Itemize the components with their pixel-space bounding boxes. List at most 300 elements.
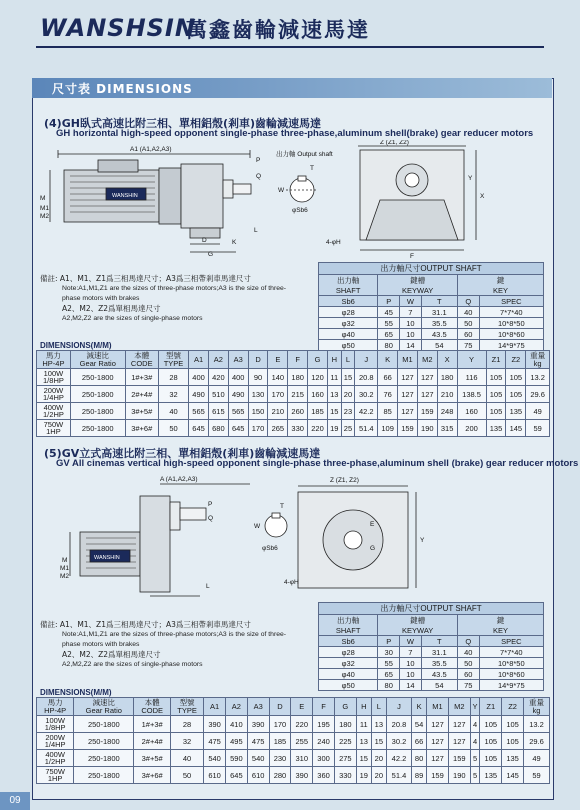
gv-dims-cell: 127 (448, 716, 470, 733)
gv-dims-cell: 15 (356, 750, 371, 767)
gh-dims-cell: 28 (158, 369, 188, 386)
gv-label-e: E (370, 521, 375, 528)
gh-label-m: M (40, 195, 46, 202)
gh-dims-header: L (341, 351, 355, 369)
gh-dims-cell: 248 (437, 403, 457, 420)
gh-dims-cell: 565 (189, 403, 209, 420)
gv-shaft-cell: 30 (378, 647, 400, 658)
gv-dims-cell: 135 (480, 767, 502, 784)
gv-dims-cell: 280 (269, 767, 291, 784)
gv-label-w: W (254, 523, 261, 530)
gv-shaft-cell: 31.1 (421, 647, 457, 658)
gv-dims-cell: 127 (427, 733, 449, 750)
gh-shaft-subheader: Q (457, 296, 479, 307)
gh-label-t: T (310, 165, 314, 172)
gh-label-phi-h: 4-φH (326, 239, 341, 246)
gv-shaft-table (318, 602, 544, 691)
gh-title-cn: (4)GH臥式高速比附三相、單相鋁殼(剎車)齒輪減速馬達 (44, 117, 321, 130)
gh-dims-cell: 180 (437, 369, 457, 386)
gv-dims-cell: 159 (427, 767, 449, 784)
table-row (37, 716, 550, 733)
gv-dims-cell: 100W 1/8HP (37, 716, 74, 733)
gv-dims-cell: 2#+4# (134, 733, 171, 750)
gh-shaft-cell: 80 (378, 340, 400, 351)
gh-shaft-cell: 14*9*75 (479, 340, 543, 351)
gh-shaft-cell: φ32 (319, 318, 378, 329)
gv-dims-cell: 390 (204, 716, 226, 733)
gv-dims-cell: 360 (313, 767, 335, 784)
gv-dims-cell: 4 (470, 733, 480, 750)
gh-dims-cell: 30.2 (355, 386, 378, 403)
gh-dims-header: G (308, 351, 328, 369)
gh-dims-cell: 250-1800 (70, 403, 125, 420)
gv-dims-header: M2 (448, 698, 470, 716)
gv-title-en: GV All cinemas vertical high-speed opponent single-phase three-phase,aluminum shell (brake) gear reducer motors (56, 458, 579, 469)
gv-shaft-cell: 54 (421, 680, 457, 691)
gv-dims-header: 型號 TYPE (170, 698, 203, 716)
gv-dims-cell: 80 (412, 750, 427, 767)
gh-label-z: Z (Z1, Z2) (380, 140, 409, 146)
gh-dims-cell: 565 (228, 403, 248, 420)
gh-shaft-cell: 55 (378, 318, 400, 329)
table-row (319, 340, 544, 351)
gh-dims-header: Z1 (486, 351, 506, 369)
gv-shaft-subheader: Sb6 (319, 636, 378, 647)
gv-dims-cell: 610 (247, 767, 269, 784)
gh-shaft-cell: 50 (457, 318, 479, 329)
gh-dims-cell: 200 (457, 420, 486, 437)
gv-dims-header: K (412, 698, 427, 716)
header-rule (36, 46, 544, 48)
gh-dims-header: H (327, 351, 341, 369)
gv-dims-cell: 127 (448, 733, 470, 750)
gh-dims-cell: 490 (228, 386, 248, 403)
gh-dims-cell: 66 (378, 369, 398, 386)
gv-dims-cell: 255 (291, 733, 313, 750)
gv-dims-cell: 300 (313, 750, 335, 767)
gv-label-m: M (62, 557, 68, 564)
gh-dims-cell: 645 (228, 420, 248, 437)
header (0, 0, 580, 56)
gv-dims-cell: 275 (334, 750, 356, 767)
gv-dims-header: Y (470, 698, 480, 716)
gh-dims-cell: 105 (486, 369, 506, 386)
gh-dims-cell: 420 (208, 369, 228, 386)
gv-dims-cell: 4 (470, 716, 480, 733)
gv-dims-cell: 13 (371, 716, 386, 733)
gh-dims-cell: 1#+3# (125, 369, 158, 386)
gv-dims-cell: 475 (247, 733, 269, 750)
gh-dims-cell: 11 (327, 369, 341, 386)
gv-shaft-h-shaft: 出力軸 SHAFT (319, 615, 378, 636)
gh-shaft-caption: 出力軸尺寸OUTPUT SHAFT (319, 263, 544, 275)
gv-dims-header: Z1 (480, 698, 502, 716)
gv-dims-cell: 250-1800 (74, 716, 134, 733)
gh-drawing (40, 140, 540, 258)
gh-dims-cell: 680 (208, 420, 228, 437)
gh-dims-cell: 130 (248, 386, 268, 403)
gh-dims-cell: 160 (308, 386, 328, 403)
gh-dims-cell: 170 (268, 386, 288, 403)
gh-shaft-subheader: T (421, 296, 457, 307)
gh-dims-header: F (288, 351, 308, 369)
gh-label-m1: M1 (40, 205, 50, 212)
gv-dims-cell: 540 (204, 750, 226, 767)
gv-dims-cell: 330 (334, 767, 356, 784)
gh-shaft-cell: 45 (378, 307, 400, 318)
gh-label-f: F (410, 253, 414, 258)
gv-label-l: L (206, 583, 210, 590)
gh-output-shaft-label: 出力軸 Output shaft (276, 151, 333, 158)
gv-shaft-cell: 55 (378, 658, 400, 669)
table-row (37, 767, 550, 784)
gh-dims-cell: 215 (288, 386, 308, 403)
gv-dims-cell: 49 (524, 750, 550, 767)
gh-dims-cell: 19 (327, 420, 341, 437)
gv-shaft-subheader: SPEC (479, 636, 543, 647)
gh-label-k: K (232, 239, 237, 246)
gh-dims-cell: 76 (378, 386, 398, 403)
gv-dims-cell: 590 (225, 750, 247, 767)
gh-dims-cell: 750W 1HP (37, 420, 71, 437)
gv-dims-header: E (291, 698, 313, 716)
gh-shaft-cell: 35.5 (421, 318, 457, 329)
gv-shaft-cell: 35.5 (421, 658, 457, 669)
gv-dims-cell: 5 (470, 767, 480, 784)
gv-drawing (40, 472, 540, 600)
gh-note1-cn: 備註: A1、M1、Z1爲三相馬達尺寸；A3爲三相帶剎車馬達尺寸 (40, 274, 251, 283)
gv-dims-cell: 20 (371, 750, 386, 767)
gh-dims-cell: 200W 1/4HP (37, 386, 71, 403)
gv-dims-cell: 475 (204, 733, 226, 750)
gh-dims-cell: 210 (437, 386, 457, 403)
gv-shaft-subheader: P (378, 636, 400, 647)
gh-dims-header: E (268, 351, 288, 369)
gv-dims-cell: 89 (412, 767, 427, 784)
gv-dims-cell: 645 (225, 767, 247, 784)
gh-shaft-cell: φ40 (319, 329, 378, 340)
gv-shaft-cell: 50 (457, 658, 479, 669)
gh-dims-cell: 150 (248, 403, 268, 420)
gh-dims-cell: 159 (417, 403, 437, 420)
gh-dims-cell: 135 (486, 420, 506, 437)
gv-dims-cell: 1#+3# (134, 716, 171, 733)
gh-shaft-cell: φ50 (319, 340, 378, 351)
gh-dims-cell: 645 (189, 420, 209, 437)
gh-dims-cell: 170 (248, 420, 268, 437)
gh-shaft-cell: 40 (457, 307, 479, 318)
gh-dims-cell: 40 (158, 403, 188, 420)
gv-shaft-cell: φ32 (319, 658, 378, 669)
gh-dims-header: Z2 (506, 351, 526, 369)
gv-dims-cell: 105 (480, 716, 502, 733)
gh-dims-cell: 29.6 (526, 386, 550, 403)
gh-dims-cell: 190 (417, 420, 437, 437)
gv-shaft-cell: φ28 (319, 647, 378, 658)
gh-dims-header: K (378, 351, 398, 369)
gv-dims-table (36, 697, 550, 784)
gv-shaft-subheader: Q (457, 636, 479, 647)
gv-dims-cell: 200W 1/4HP (37, 733, 74, 750)
gh-dims-label: DIMENSIONS(M/M) (40, 341, 112, 350)
gh-dims-table (36, 350, 550, 437)
gv-dims-cell: 15 (371, 733, 386, 750)
gv-note (40, 620, 292, 670)
gh-dims-cell: 159 (398, 420, 418, 437)
gv-shaft-cell: 10 (400, 669, 422, 680)
gv-motor-brand: WANSHIN (94, 555, 120, 561)
gv-dims-cell: 127 (427, 716, 449, 733)
section-bar (32, 78, 552, 98)
gv-shaft-cell: 75 (457, 680, 479, 691)
gv-shaft-cell: φ40 (319, 669, 378, 680)
gh-dims-cell: 220 (308, 420, 328, 437)
gh-dims-cell: 490 (189, 386, 209, 403)
gv-dims-cell: 51.4 (386, 767, 411, 784)
table-row (37, 369, 550, 386)
gv-title-cn: (5)GV立式高速比附三相、單相鋁殼(剎車)齒輪減速馬達 (44, 447, 321, 460)
gv-dims-cell: 750W 1HP (37, 767, 74, 784)
gh-shaft-cell: 31.1 (421, 307, 457, 318)
gv-dims-cell: 230 (269, 750, 291, 767)
gh-dims-cell: 100W 1/8HP (37, 369, 71, 386)
gv-shaft-cell: 7*7*40 (479, 647, 543, 658)
gh-dims-cell: 49 (526, 403, 550, 420)
table-row (319, 647, 544, 658)
gv-label-m1: M1 (60, 565, 70, 572)
gv-dims-cell: 240 (313, 733, 335, 750)
gv-shaft-cell: 80 (378, 680, 400, 691)
gh-dims-cell: 105 (486, 403, 506, 420)
gv-shaft-cell: 43.5 (421, 669, 457, 680)
gh-shaft-subheader: P (378, 296, 400, 307)
gh-dims-header: 型號 TYPE (158, 351, 188, 369)
gv-shaft-h-key: 鍵 KEY (457, 615, 543, 636)
gh-dims-cell: 145 (506, 420, 526, 437)
gv-dims-header: A3 (247, 698, 269, 716)
gh-dims-cell: 400 (189, 369, 209, 386)
gv-dims-cell: 390 (247, 716, 269, 733)
gv-dims-cell: 105 (502, 733, 524, 750)
gv-dims-cell: 170 (269, 716, 291, 733)
gv-top-dim-label: A (A1,A2,A3) (160, 476, 198, 483)
gh-dims-cell: 105 (506, 369, 526, 386)
gh-dims-header: Y (457, 351, 486, 369)
brand-logo: WANSHSIN (40, 14, 196, 42)
gv-dims-cell: 5 (470, 750, 480, 767)
gh-dims-cell: 2#+4# (125, 386, 158, 403)
gv-label-y: Y (420, 537, 425, 544)
gv-dims-cell: 105 (480, 750, 502, 767)
gv-note2-cn: A2、M2、Z2爲單相馬達尺寸 (62, 650, 161, 659)
gv-dims-cell: 3#+5# (134, 750, 171, 767)
gh-shaft-cell: 75 (457, 340, 479, 351)
gh-dims-cell: 127 (398, 403, 418, 420)
gv-shaft-cell: φ50 (319, 680, 378, 691)
gv-dims-cell: 135 (502, 750, 524, 767)
gh-dims-cell: 127 (398, 369, 418, 386)
gh-shaft-cell: 43.5 (421, 329, 457, 340)
gh-dims-cell: 59 (526, 420, 550, 437)
gv-dims-cell: 390 (291, 767, 313, 784)
gh-dims-cell: 13.2 (526, 369, 550, 386)
gv-dims-cell: 180 (334, 716, 356, 733)
gh-dims-cell: 250-1800 (70, 420, 125, 437)
gv-label-phi-h: 4-φH (284, 579, 299, 586)
gh-dims-header: A2 (208, 351, 228, 369)
gh-dims-header: M2 (417, 351, 437, 369)
table-row (319, 658, 544, 669)
gv-note1-en: Note:A1,M1,Z1 are the sizes of three-phase motors;A3 is the size of three-phase motors with brakes (62, 631, 287, 648)
gh-dims-header: A1 (189, 351, 209, 369)
gv-dims-header: 重量 kg (524, 698, 550, 716)
gh-dims-cell: 51.4 (355, 420, 378, 437)
gv-dims-cell: 29.6 (524, 733, 550, 750)
gv-label-t: T (280, 503, 284, 510)
gh-label-p: P (256, 157, 261, 164)
gh-dims-cell: 25 (341, 420, 355, 437)
gv-dims-cell: 495 (225, 733, 247, 750)
gv-dims-header: D (269, 698, 291, 716)
gh-dims-cell: 315 (437, 420, 457, 437)
gv-dims-cell: 32 (170, 733, 203, 750)
gh-label-w: W (278, 187, 285, 194)
gv-dims-cell: 13.2 (524, 716, 550, 733)
gv-dims-header: G (334, 698, 356, 716)
gh-dims-header: D (248, 351, 268, 369)
gh-dims-cell: 185 (308, 403, 328, 420)
gh-shaft-cell: 7*7*40 (479, 307, 543, 318)
gv-dims-cell: 145 (502, 767, 524, 784)
table-row (319, 680, 544, 691)
table-row (37, 733, 550, 750)
gh-dims-header: 馬力 HP-4P (37, 351, 71, 369)
gv-dims-cell: 310 (291, 750, 313, 767)
gv-dims-cell: 195 (313, 716, 335, 733)
gh-shaft-h-key: 鍵 KEY (457, 275, 543, 296)
gh-dims-cell: 127 (398, 386, 418, 403)
table-row (37, 750, 550, 767)
gh-dims-cell: 3#+6# (125, 420, 158, 437)
gh-label-sb6: φSb6 (292, 207, 308, 214)
gv-dims-cell: 11 (356, 716, 371, 733)
gv-dims-cell: 610 (204, 767, 226, 784)
gh-dims-cell: 32 (158, 386, 188, 403)
gv-shaft-cell: 60 (457, 669, 479, 680)
gh-dims-cell: 180 (288, 369, 308, 386)
gh-label-g: G (208, 251, 214, 258)
gv-dims-cell: 250-1800 (74, 733, 134, 750)
gv-dims-cell: 250-1800 (74, 767, 134, 784)
gh-label-x: X (480, 193, 485, 200)
brand-title-cn: 萬鑫齒輪減速馬達 (186, 17, 370, 42)
gh-dims-cell: 42.2 (355, 403, 378, 420)
gh-dims-cell: 3#+5# (125, 403, 158, 420)
table-row (37, 386, 550, 403)
gv-dims-cell: 400W 1/2HP (37, 750, 74, 767)
gh-dims-cell: 105 (506, 386, 526, 403)
gv-dims-header: 減速比 Gear Ratio (74, 698, 134, 716)
gh-shaft-cell: 10*8*50 (479, 318, 543, 329)
gh-label-m2: M2 (40, 213, 50, 220)
section-label: 尺寸表 DIMENSIONS (52, 82, 193, 96)
gh-shaft-cell: 54 (421, 340, 457, 351)
table-row (37, 403, 550, 420)
gh-dims-cell: 127 (417, 386, 437, 403)
gv-dims-header: A1 (204, 698, 226, 716)
gv-dims-cell: 54 (412, 716, 427, 733)
gh-dims-cell: 109 (378, 420, 398, 437)
gh-shaft-subheader: W (400, 296, 422, 307)
gh-shaft-table (318, 262, 544, 351)
gv-dims-cell: 540 (247, 750, 269, 767)
gh-dims-header: J (355, 351, 378, 369)
gh-shaft-cell: 10 (400, 318, 422, 329)
gh-dims-header: 本體 CODE (125, 351, 158, 369)
gv-dims-label: DIMENSIONS(M/M) (40, 688, 112, 697)
gv-dims-cell: 50 (170, 767, 203, 784)
gh-dims-cell: 116 (457, 369, 486, 386)
gv-shaft-cell: 40 (457, 647, 479, 658)
gh-dims-header: A3 (228, 351, 248, 369)
gh-label-y: Y (468, 175, 473, 182)
gv-dims-cell: 127 (427, 750, 449, 767)
gv-shaft-cell: 10 (400, 658, 422, 669)
gv-dims-header: F (313, 698, 335, 716)
gv-dims-cell: 220 (291, 716, 313, 733)
gh-shaft-cell: 10*8*60 (479, 329, 543, 340)
gv-dims-cell: 190 (448, 767, 470, 784)
table-row (37, 420, 550, 437)
gv-dims-header: M1 (427, 698, 449, 716)
gv-dims-header: 馬力 HP-4P (37, 698, 74, 716)
gv-dims-cell: 410 (225, 716, 247, 733)
gv-shaft-subheader: T (421, 636, 457, 647)
gh-shaft-h-keyway: 鍵槽 KEYWAY (378, 275, 458, 296)
gh-motor-brand: WANSHIN (112, 193, 138, 199)
gv-dims-cell: 105 (502, 716, 524, 733)
gv-dims-cell: 159 (448, 750, 470, 767)
gv-shaft-cell: 14*9*75 (479, 680, 543, 691)
gh-top-dim-label: A1 (A1,A2,A3) (130, 146, 172, 153)
gh-label-l: L (254, 227, 258, 234)
gv-dims-cell: 185 (269, 733, 291, 750)
gh-label-d: D (202, 237, 207, 244)
gh-shaft-h-shaft: 出力軸 SHAFT (319, 275, 378, 296)
gh-shaft-cell: 10 (400, 329, 422, 340)
gv-label-m2: M2 (60, 573, 70, 580)
gh-dims-header: X (437, 351, 457, 369)
gv-dims-cell: 59 (524, 767, 550, 784)
gh-dims-cell: 260 (288, 403, 308, 420)
page-number: 09 (0, 792, 30, 810)
gv-shaft-subheader: W (400, 636, 422, 647)
gv-dims-cell: 225 (334, 733, 356, 750)
gv-shaft-cell: 14 (400, 680, 422, 691)
gh-dims-cell: 90 (248, 369, 268, 386)
gh-dims-cell: 138.5 (457, 386, 486, 403)
gh-dims-cell: 127 (417, 369, 437, 386)
gh-dims-cell: 510 (208, 386, 228, 403)
gh-dims-cell: 135 (506, 403, 526, 420)
gv-dims-cell: 30.2 (386, 733, 411, 750)
gv-shaft-caption: 出力軸尺寸OUTPUT SHAFT (319, 603, 544, 615)
gh-dims-cell: 105 (486, 386, 506, 403)
gv-dims-header: H (356, 698, 371, 716)
gv-dims-header: Z2 (502, 698, 524, 716)
gh-dims-cell: 13 (327, 386, 341, 403)
gh-shaft-cell: 60 (457, 329, 479, 340)
